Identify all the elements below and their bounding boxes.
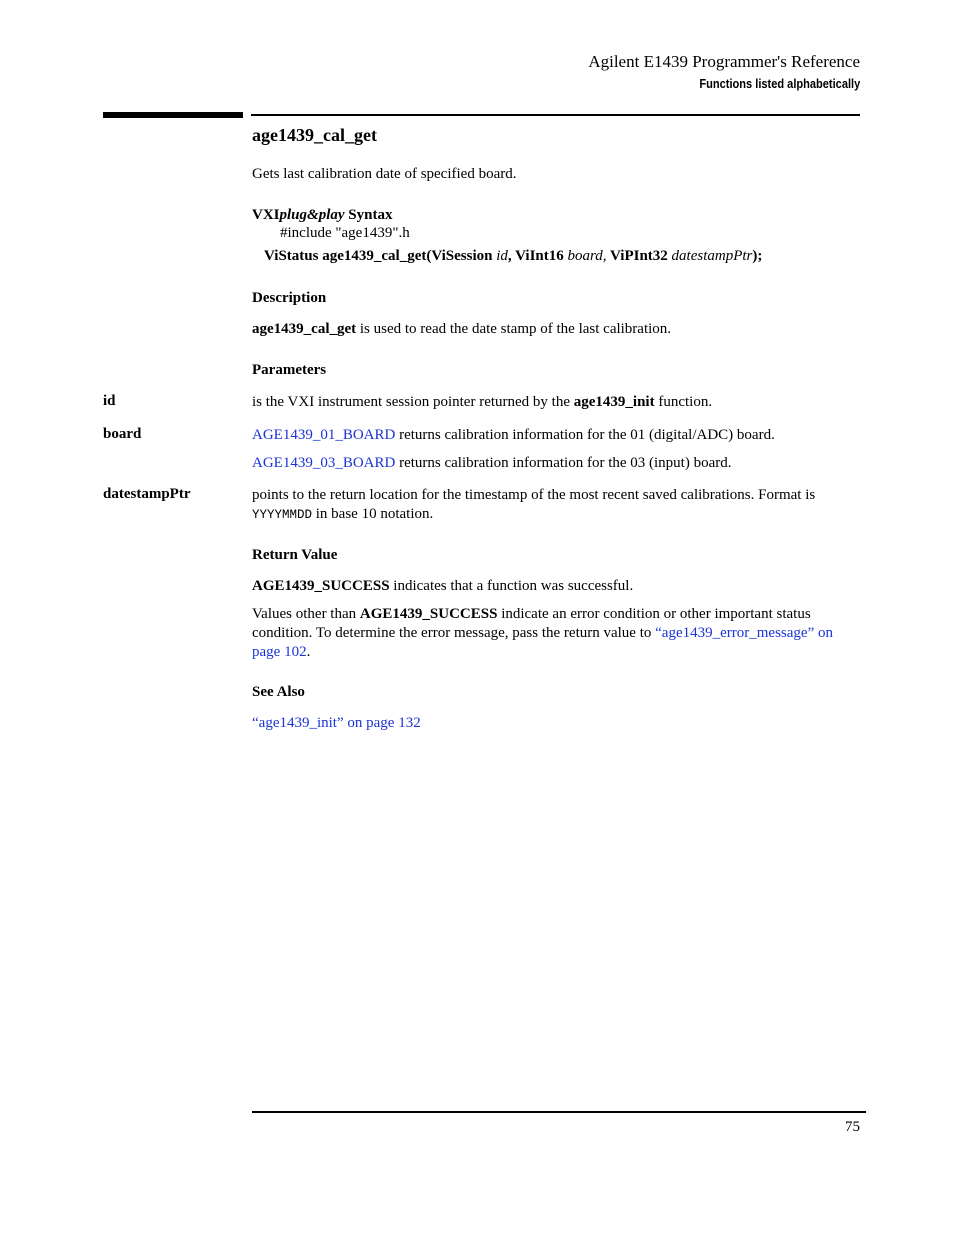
page-number: 75	[845, 1119, 860, 1135]
param-term-datestampptr: datestampPtr	[103, 486, 191, 502]
see-also-init-link[interactable]: “age1439_init” on page 132	[252, 715, 421, 731]
see-also-entry	[252, 714, 860, 733]
param-desc-board-03: AGE1439_03_BOARD returns calibration information for the 03 (input) board.	[252, 455, 732, 471]
param-desc-datestampptr: points to the return location for the timestamp of the most recent saved calibrations. Format is YYYYMMDD in base 10 notation.	[252, 487, 816, 522]
board-01-link[interactable]: AGE1439_01_BOARD	[252, 427, 396, 443]
footer-rule	[252, 1111, 866, 1113]
syntax-signature: ViStatus age1439_cal_get(ViSession id, ViInt16 board, ViPInt32 datestampPtr);	[264, 248, 763, 264]
param-desc-board-01: AGE1439_01_BOARD returns calibration information for the 01 (digital/ADC) board.	[252, 427, 775, 443]
return-value-p2: Values other than AGE1439_SUCCESS indicate an error condition or other important status condition. To determine the error message, pass the return value to “age1439_error_message” on page 102.	[252, 606, 833, 660]
function-summary: Gets last calibration date of specified board.	[252, 166, 517, 182]
board-03-link[interactable]: AGE1439_03_BOARD	[252, 455, 396, 471]
description-text: age1439_cal_get is used to read the date stamp of the last calibration.	[252, 321, 672, 337]
param-term-board: board	[103, 426, 142, 442]
running-header-title: Agilent E1439 Programmer's Reference	[588, 52, 860, 71]
section-rule-thin	[251, 114, 860, 116]
parameters-heading: Parameters	[252, 362, 327, 378]
param-desc-id: is the VXI instrument session pointer returned by the age1439_init function.	[252, 394, 713, 410]
return-value-p1: AGE1439_SUCCESS indicates that a function was successful.	[252, 578, 634, 594]
description-heading: Description	[252, 290, 327, 306]
syntax-include: #include "age1439".h	[280, 225, 410, 241]
running-header-subtitle: Functions listed alphabetically	[699, 76, 860, 91]
param-term-id: id	[103, 393, 116, 409]
error-message-link[interactable]: “age1439_error_message” on page 102	[252, 625, 833, 660]
function-title: age1439_cal_get	[252, 125, 377, 145]
syntax-heading: VXIplug&play Syntax	[252, 207, 393, 223]
see-also-heading: See Also	[252, 684, 305, 700]
section-rule-thick	[103, 112, 243, 118]
return-value-heading: Return Value	[252, 547, 338, 563]
